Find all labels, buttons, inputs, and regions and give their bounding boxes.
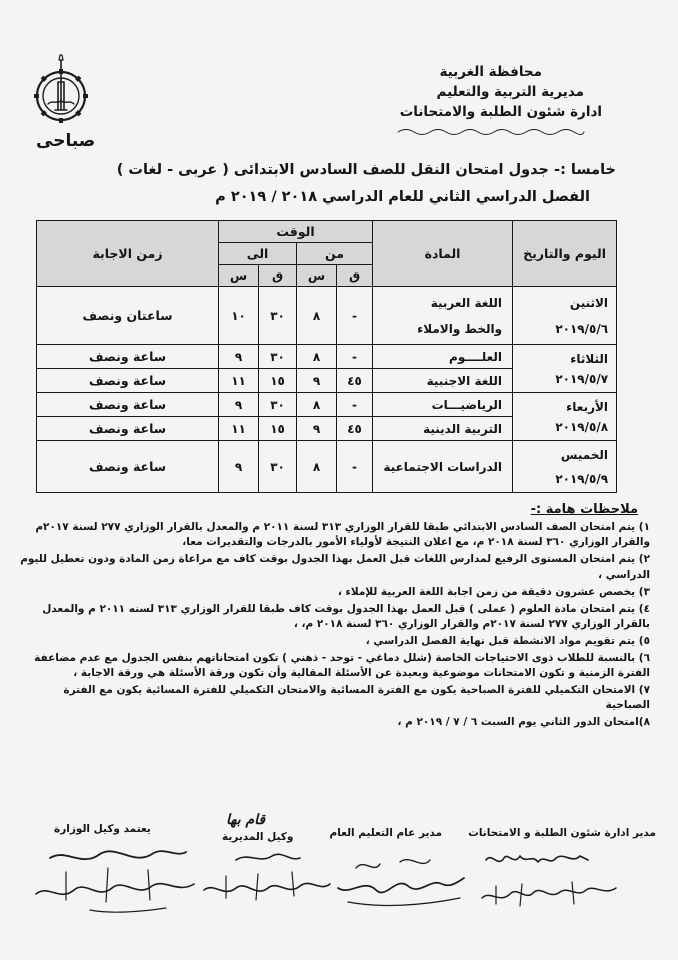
table-row [37,287,617,345]
from-minutes: ٤٥ [337,369,373,393]
notes-title: ملاحظات هامة :- [530,502,638,517]
day-cell [513,441,617,493]
subject-cell [373,287,513,345]
day-name: الخميس [560,447,609,462]
duration: ساعة ونصف [37,441,219,493]
to-minutes: ١٥ [259,417,297,441]
from-minutes: - [337,287,373,345]
duration: ساعة ونصف [37,369,219,393]
subject-name-line2: والخط والاملاء [417,321,503,336]
governorate-logo [32,52,90,132]
header-ornament [396,126,586,138]
note-item: ٦) بالنسبة للطلاب ذوى الاحتياجات الخاصة (شلل دماغي - توحد - ذهني ) تكون امتحاناتهم بنفس الجدول مع عدم مضاعفة الفترة الزمنية و تكون الامتحانات موضوعية وبعيدة عن الأسئلة المقالية وأن تكون ورقة الأسئلة هي ورقة الاجابة ، [34,651,650,680]
to-hours: ١١ [219,417,259,441]
header-from: من [297,243,373,265]
from-minutes: - [337,441,373,493]
header-duration: زمن الاجابة [37,221,219,287]
letterhead [342,62,602,122]
note-item: ٣) يخصص عشرون دقيقة من زمن اجابة اللغة العربية للإملاء ، [337,585,650,598]
header-to: الى [219,243,297,265]
day-name: الثلاثاء [570,351,609,366]
to-hours: ٩ [219,345,259,369]
subject-name: اللغة الاجنبية [373,369,513,393]
to-minutes: ١٥ [259,369,297,393]
from-hours: ٩ [297,369,337,393]
prepared-by-label: قام بها [226,812,266,828]
duration: ساعة ونصف [37,345,219,369]
note-item: ١) يتم امتحان الصف السادس الابتدائي طبقا للقرار الوزاري ٣١٣ لسنة ٢٠١١ م والمعدل بالقرار الوزاري ٢٧٧ لسنة ٢٠١٧م والقرار الوزاري ٣٦٠ لسنة ٢٠١٨ م، مع اعلان النتيجة لأولياء الأمور بالدرجات والتقديرات معا، [35,521,650,549]
duration: ساعة ونصف [37,393,219,417]
subject-name: الدراسات الاجتماعية [373,441,513,493]
general-ed-director-title: مدير عام التعليم العام [329,827,442,839]
exams-director-title: مدير ادارة شئون الطلبة و الامتحانات [468,827,656,839]
from-minutes: ٤٥ [337,417,373,441]
header-from-minutes: ق [337,265,373,287]
subject-name: التربية الدينية [373,417,513,441]
table-row [37,345,617,369]
day-date: ٢٠١٩/٥/٩ [555,471,609,486]
note-item: ٨)امتحان الدور الثاني يوم السبت ٦ / ٧ / ٢٠١٩ م ، [397,716,650,729]
ministry-deputy-title: يعتمد وكيل الوزارة [54,823,151,835]
governorate-name: محافظة الغربية [439,64,542,80]
to-hours: ١٠ [219,287,259,345]
exams-director-signature [476,846,626,916]
duration: ساعتان ونصف [37,287,219,345]
from-minutes: - [337,345,373,369]
from-hours: ٨ [297,441,337,493]
note-item: ٧) الامتحان التكميلي للفترة الصباحية يكون مع الفترة المسائية والامتحان التكميلي للفترة المسائية يكون مع الفترة الصباحية [63,684,650,712]
table-row [37,441,617,493]
day-date: ٢٠١٩/٥/٦ [555,321,609,336]
general-ed-director-signature [330,848,470,910]
day-name: الأربعاء [566,399,609,414]
day-date: ٢٠١٩/٥/٨ [555,419,609,434]
session-label: صباحى [36,131,96,151]
header-to-hours: س [219,265,259,287]
from-hours: ٨ [297,345,337,369]
table-row [37,393,617,417]
from-hours: ٨ [297,287,337,345]
exam-schedule-table [36,220,617,493]
from-minutes: - [337,393,373,417]
from-hours: ٨ [297,393,337,417]
directorate-deputy-title: وكيل المديرية [222,831,294,843]
day-cell [513,287,617,345]
to-minutes: ٣٠ [259,345,297,369]
subject-name: اللغة العربية [430,295,503,310]
duration: ساعة ونصف [37,417,219,441]
department-name: ادارة شئون الطلبة والامتحانات [399,104,602,120]
note-item: ٤) يتم امتحان مادة العلوم ( عملى ) قبل العمل بهذا الجدول بوقت كاف طبقا للقرار الوزاري ٣١٣ لسنه ٢٠١١ م والمعدل بالقرار الوزاري ٢٧٧ لسنة ٢٠١٧م والقرار الوزاري ٣٦٠ لسنة ٢٠١٨ م، ، [42,602,650,630]
day-date: ٢٠١٩/٥/٧ [555,371,609,386]
to-minutes: ٣٠ [259,393,297,417]
note-item: ٢) يتم امتحان المستوى الرفيع لمدارس اللغات قبل العمل بهذا الجدول بوقت كاف مع مراعاة زمن المادة ودون تعطيل لليوم الدراسي ، [20,553,650,581]
header-time: الوقت [219,221,373,243]
directorate-name: مديرية التربية والتعليم [436,84,584,100]
subject-name: العلــــوم [373,345,513,369]
schedule-title: خامسا :- جدول امتحان النقل للصف السادس الابتدائى ( عربى - لغات ) [116,162,616,178]
to-hours: ٩ [219,441,259,493]
schedule-subtitle: الفصل الدراسي الثاني للعام الدراسي ٢٠١٨ / ٢٠١٩ م [215,189,590,205]
note-item: ٥) يتم تقويم مواد الانشطة قبل نهاية الفصل الدراسي ، [365,634,650,647]
day-name: الاثنين [569,295,609,310]
to-hours: ١١ [219,369,259,393]
to-minutes: ٣٠ [259,441,297,493]
header-subject: المادة [373,221,513,287]
header-day-date: اليوم والتاريخ [513,221,617,287]
day-cell [513,345,617,393]
ministry-deputy-signature [30,838,200,918]
to-hours: ٩ [219,393,259,417]
notes-list [20,520,650,732]
header-from-hours: س [297,265,337,287]
day-cell [513,393,617,441]
to-minutes: ٣٠ [259,287,297,345]
subject-name: الرياضيـــات [373,393,513,417]
header-to-minutes: ق [259,265,297,287]
from-hours: ٩ [297,417,337,441]
directorate-deputy-signature [196,846,336,912]
